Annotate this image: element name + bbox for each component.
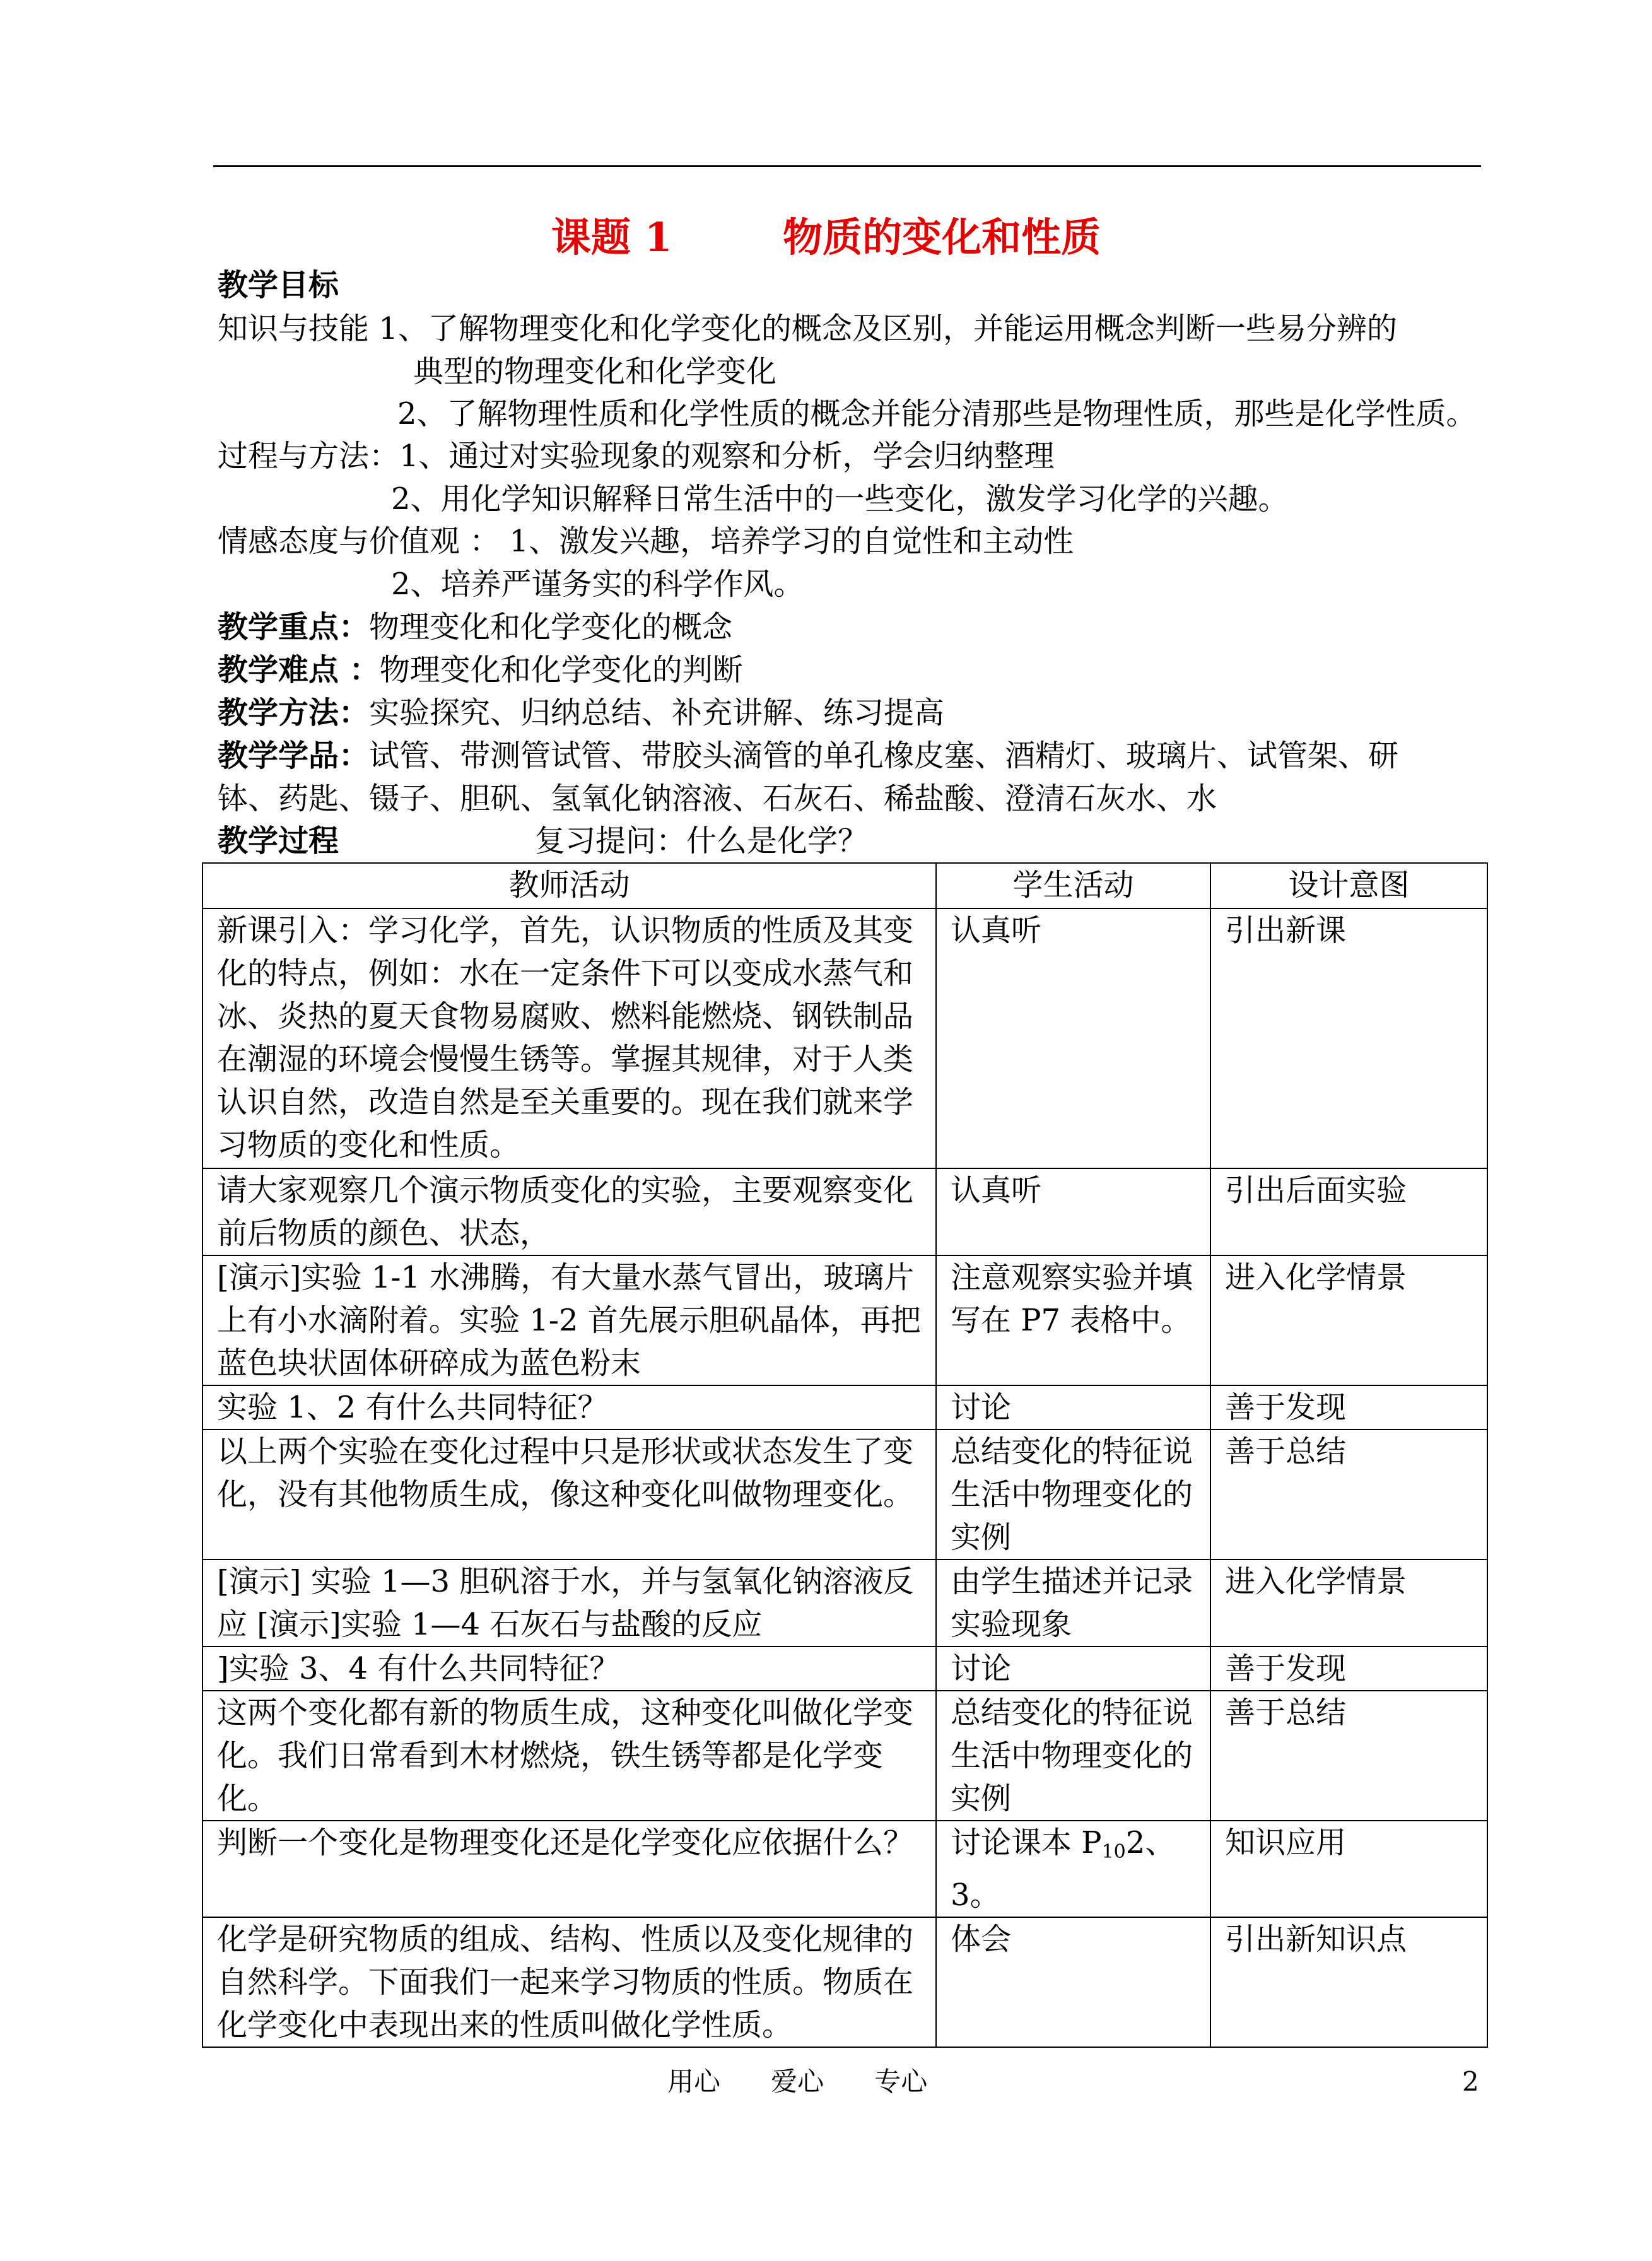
process-objective-2: 2、用化学知识解释日常生活中的一些变化，激发学习化学的兴趣。 xyxy=(391,481,1289,517)
teacher-activity-cell: 化学是研究物质的组成、结构、性质以及变化规律的自然科学。下面我们一起来学习物质的性质。物质在化学变化中表现出来的性质叫做化学性质。 xyxy=(202,1917,936,2047)
footer-motto: 用心 爱心 专心 xyxy=(667,2066,928,2097)
student-activity-cell: 总结变化的特征说生活中物理变化的实例 xyxy=(936,1691,1210,1821)
design-intent-cell: 引出新课 xyxy=(1210,908,1487,1168)
emotion-objective-1: 情感态度与价值观 ： 1、激发兴趣，培养学习的自觉性和主动性 xyxy=(218,524,1074,559)
teaching-materials-cont: 钵、药匙、镊子、胆矾、氢氧化钠溶液、石灰石、稀盐酸、澄清石灰水、水 xyxy=(218,781,1217,816)
student-activity-cell: 认真听 xyxy=(936,1168,1210,1255)
column-header-intent: 设计意图 xyxy=(1210,863,1487,908)
teacher-activity-cell: [演示] 实验 1—3 胆矾溶于水，并与氢氧化钠溶液反应 [演示]实验 1—4 石灰石与盐酸的反应 xyxy=(202,1559,936,1647)
table-row xyxy=(202,1821,1487,1917)
student-activity-cell: 讨论 xyxy=(936,1385,1210,1430)
knowledge-objective-1: 知识与技能 1、了解物理变化和化学变化的概念及区别，并能运用概念判断一些易分辨的 xyxy=(218,311,1397,346)
student-activity-cell: 总结变化的特征说生活中物理变化的实例 xyxy=(936,1430,1210,1559)
column-header-student: 学生活动 xyxy=(936,863,1210,908)
table-row xyxy=(202,1168,1487,1255)
table-header-row xyxy=(202,863,1487,908)
page-number: 2 xyxy=(1462,2066,1479,2097)
design-intent-cell: 善于发现 xyxy=(1210,1647,1487,1691)
teacher-activity-cell: [演示]实验 1-1 水沸腾，有大量水蒸气冒出，玻璃片上有小水滴附着。实验 1-2 首先展示胆矾晶体，再把蓝色块状固体研碎成为蓝色粉末 xyxy=(202,1255,936,1385)
table-row xyxy=(202,1385,1487,1430)
objectives-heading: 教学目标 xyxy=(218,267,339,303)
design-intent-cell: 引出后面实验 xyxy=(1210,1168,1487,1255)
student-activity-cell: 认真听 xyxy=(936,908,1210,1168)
table-row xyxy=(202,1559,1487,1647)
design-intent-cell: 善于总结 xyxy=(1210,1691,1487,1821)
student-activity-cell: 讨论 xyxy=(936,1647,1210,1691)
teacher-activity-cell: 判断一个变化是物理变化还是化学变化应依据什么？ xyxy=(202,1821,936,1917)
design-intent-cell: 引出新知识点 xyxy=(1210,1917,1487,2047)
student-activity-cell: 注意观察实验并填写在 P7 表格中。 xyxy=(936,1255,1210,1385)
teaching-plan-table xyxy=(202,862,1488,2048)
teacher-activity-cell: 以上两个实验在变化过程中只是形状或状态发生了变化，没有其他物质生成，像这种变化叫做物理变化。 xyxy=(202,1430,936,1559)
table-row xyxy=(202,1917,1487,2047)
knowledge-objective-2: 2、了解物理性质和化学性质的概念并能分清那些是物理性质，那些是化学性质。 xyxy=(397,396,1477,432)
page-title: 课题 1 物质的变化和性质 xyxy=(551,214,1101,261)
student-activity-cell: 讨论课本 $P_{10}2$、3。 xyxy=(936,1821,1210,1917)
teacher-activity-cell: ]实验 3、4 有什么共同特征？ xyxy=(202,1647,936,1691)
teacher-activity-cell: 这两个变化都有新的物质生成，这种变化叫做化学变化。我们日常看到木材燃烧，铁生锈等都是化学变化。 xyxy=(202,1691,936,1821)
design-intent-cell: 善于发现 xyxy=(1210,1385,1487,1430)
table-row xyxy=(202,1430,1487,1559)
teaching-methods: 教学方法：实验探究、归纳总结、补充讲解、练习提高 xyxy=(218,695,945,731)
design-intent-cell: 进入化学情景 xyxy=(1210,1255,1487,1385)
design-intent-cell: 善于总结 xyxy=(1210,1430,1487,1559)
design-intent-cell: 知识应用 xyxy=(1210,1821,1487,1917)
teacher-activity-cell: 新课引入：学习化学，首先，认识物质的性质及其变化的特点，例如：水在一定条件下可以变成水蒸气和冰、炎热的夏天食物易腐败、燃料能燃烧、钢铁制品在潮湿的环境会慢慢生锈等。掌握其规律，对于人类认识自然，改造自然是至关重要的。现在我们就来学习物质的变化和性质。 xyxy=(202,908,936,1168)
knowledge-objective-1-cont: 典型的物理变化和化学变化 xyxy=(413,354,777,389)
review-question: 复习提问：什么是化学？ xyxy=(535,823,869,859)
table-row xyxy=(202,908,1487,1168)
teaching-process-label: 教学过程 xyxy=(218,823,339,859)
teacher-activity-cell: 实验 1、2 有什么共同特征？ xyxy=(202,1385,936,1430)
teacher-activity-cell: 请大家观察几个演示物质变化的实验，主要观察变化前后物质的颜色、状态， xyxy=(202,1168,936,1255)
table-row xyxy=(202,1647,1487,1691)
key-point: 教学重点：物理变化和化学变化的概念 xyxy=(218,609,733,645)
design-intent-cell: 进入化学情景 xyxy=(1210,1559,1487,1647)
teaching-materials: 教学学品：试管、带测管试管、带胶头滴管的单孔橡皮塞、酒精灯、玻璃片、试管架、研 xyxy=(218,738,1399,773)
table-row xyxy=(202,1691,1487,1821)
student-activity-cell: 体会 xyxy=(936,1917,1210,2047)
difficulty: 教学难点 ：物理变化和化学变化的判断 xyxy=(218,652,743,688)
student-activity-cell: 由学生描述并记录实验现象 xyxy=(936,1559,1210,1647)
column-header-teacher: 教师活动 xyxy=(202,863,936,908)
table-row xyxy=(202,1255,1487,1385)
header-rule xyxy=(213,165,1481,167)
emotion-objective-2: 2、培养严谨务实的科学作风。 xyxy=(391,567,804,602)
process-objective-1: 过程与方法：1、通过对实验现象的观察和分析，学会归纳整理 xyxy=(218,438,1055,474)
